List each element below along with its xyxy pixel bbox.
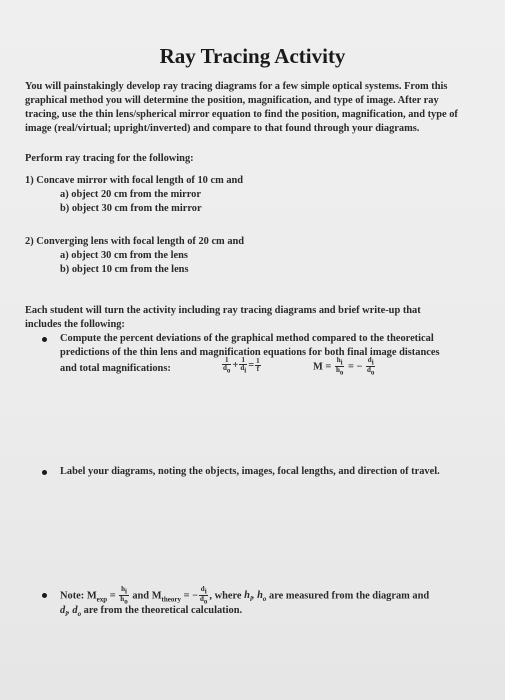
- fraction-di-over-do: $\frac{d_i}{d_o}$: [367, 356, 375, 377]
- fraction-1-over-f: $\frac{1}{f}$: [256, 357, 260, 374]
- plus-sign: +: [232, 360, 239, 372]
- bullet-icon: [42, 593, 47, 598]
- item1-a: a) object 20 cm from the mirror: [60, 189, 201, 200]
- bullet1-line1: Compute the percent deviations of the graphical method compared to the theoretical: [60, 333, 434, 344]
- equals-sign: =: [248, 360, 255, 372]
- turn-in-line2: includes the following:: [25, 319, 125, 330]
- bullet1-line3: and total magnifications:: [60, 363, 171, 374]
- item1-heading: 1) Concave mirror with focal length of 10 cm and: [25, 175, 244, 186]
- bullet1-line2: predictions of the thin lens and magnification equations for both final image distances: [60, 347, 440, 358]
- item1-b: b) object 30 cm from the mirror: [60, 203, 202, 214]
- thin-lens-equation: [221, 357, 262, 374]
- magnification-equation: [313, 357, 376, 377]
- item2-b: b) object 10 cm from the lens: [60, 264, 189, 275]
- turn-in-line1: Each student will turn the activity including ray tracing diagrams and brief write-up that: [25, 305, 421, 316]
- bullet-icon: [42, 337, 47, 342]
- perform-heading: Perform ray tracing for the following:: [25, 153, 194, 164]
- magnification-label: M =: [313, 361, 332, 373]
- bullet2-text: Label your diagrams, noting the objects, images, focal lengths, and direction of travel.: [60, 466, 440, 477]
- fraction-1-over-di: $\frac{1}{d_i}$: [240, 356, 247, 375]
- minus-sign: = −: [347, 361, 363, 373]
- item2-a: a) object 30 cm from the lens: [60, 250, 188, 261]
- page-title: Ray Tracing Activity: [159, 44, 346, 68]
- intro-paragraph: You will painstakingly develop ray tracing diagrams for a few simple optical systems. From this graphical method you will determine the position, magnification, and type of image. After ray tracing, use the thin lens/spherical mirror equation to find the position, magnification, and type of image (real/virtual; upright/inverted) and compare to that found through your diagrams.: [25, 81, 458, 134]
- item2-heading: 2) Converging lens with focal length of 20 cm and: [25, 236, 245, 247]
- fraction-1-over-do: $\frac{1}{d_o}$: [223, 356, 231, 375]
- bullet3-line1: Note: $M_{exp}$ = $\frac{h_i}{h_o}$ and $M_{theory}$ = − $\frac{d_i}{d_o}$ , where $h_i$, $h_o$ are measured from the diagram and: [60, 585, 430, 606]
- bullet3-line2: $d_i$, $d_o$ are from the theoretical calculation.: [60, 605, 243, 619]
- fraction-hi-over-ho: $\frac{h_i}{h_o}$: [335, 356, 344, 377]
- bullet-icon: [42, 470, 47, 475]
